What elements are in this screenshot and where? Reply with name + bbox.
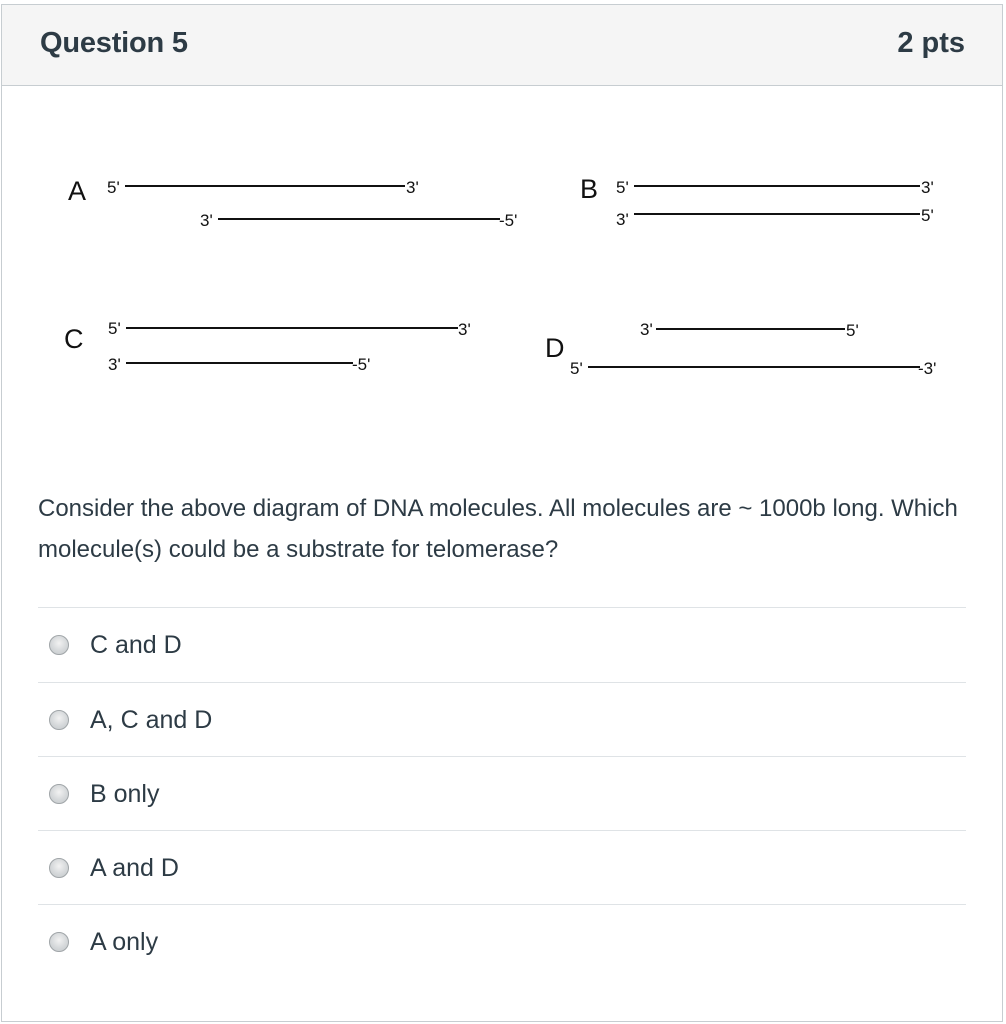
answer-option[interactable]: [38, 682, 966, 756]
dna-molecules-diagram: [0, 0, 1006, 420]
molecule-d-bottom-right-label: -3': [918, 359, 937, 378]
question-points: 2 pts: [897, 27, 965, 59]
molecule-a-bottom-left-label: 3': [200, 211, 213, 230]
radio-button-icon[interactable]: [49, 784, 69, 804]
answer-label[interactable]: B only: [90, 780, 160, 808]
molecule-a: [68, 176, 517, 230]
radio-button-icon[interactable]: [49, 932, 69, 952]
molecule-d-top-left-label: 3': [640, 320, 653, 339]
molecule-d-bottom-left-label: 5': [570, 359, 583, 378]
molecule-b: [580, 174, 934, 229]
answer-option[interactable]: [38, 607, 966, 682]
answer-label[interactable]: A, C and D: [90, 706, 213, 734]
molecule-c-top-right-label: 3': [458, 320, 471, 339]
answer-option[interactable]: [38, 756, 966, 830]
molecule-b-bottom-left-label: 3': [616, 210, 629, 229]
answer-label[interactable]: A and D: [90, 854, 179, 882]
radio-button-icon[interactable]: [49, 858, 69, 878]
molecule-b-top-right-label: 3': [921, 178, 934, 197]
molecule-c-top-left-label: 5': [108, 319, 121, 338]
answer-list: [38, 607, 966, 978]
answer-label[interactable]: A only: [90, 928, 159, 956]
molecule-d-letter: D: [545, 333, 565, 363]
molecule-c-letter: C: [64, 324, 84, 354]
molecule-c-bottom-left-label: 3': [108, 355, 121, 374]
question-title: Question 5: [40, 27, 188, 59]
molecule-a-top-left-label: 5': [107, 178, 120, 197]
molecule-a-bottom-right-label: -5': [499, 211, 518, 230]
molecule-d: [545, 320, 936, 378]
question-prompt: Consider the above diagram of DNA molecules. All molecules are ~ 1000b long. Which molecule(s) could be a substrate for telomerase?: [38, 495, 958, 563]
molecule-b-letter: B: [580, 174, 599, 204]
molecule-b-top-left-label: 5': [616, 178, 629, 197]
answer-option[interactable]: [38, 830, 966, 904]
molecule-b-bottom-right-label: 5': [921, 206, 934, 225]
molecule-d-top-right-label: 5': [846, 321, 859, 340]
molecule-a-top-right-label: 3': [406, 178, 419, 197]
molecule-c-bottom-right-label: -5': [352, 355, 371, 374]
radio-button-icon[interactable]: [49, 635, 69, 655]
molecule-a-letter: A: [68, 176, 87, 206]
answer-label[interactable]: C and D: [90, 631, 182, 659]
radio-button-icon[interactable]: [49, 710, 69, 730]
molecule-c: [64, 319, 471, 374]
answer-option[interactable]: [38, 904, 966, 978]
